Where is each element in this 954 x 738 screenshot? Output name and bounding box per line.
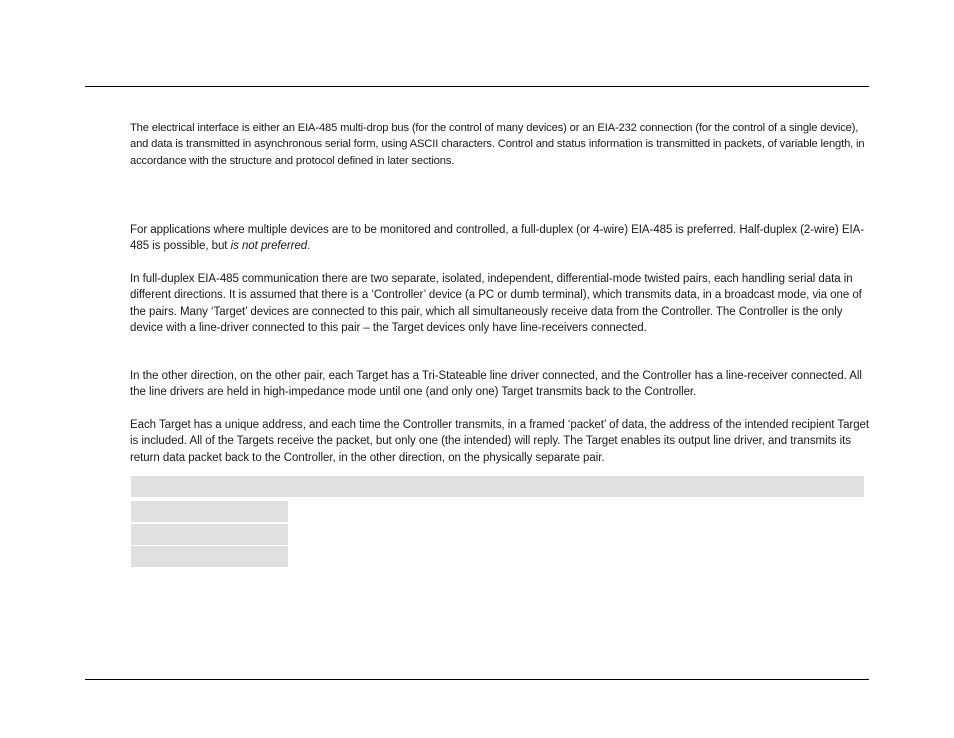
applications-text: For applications where multiple devices are to be monitored and controlled, a full-duplex (or 4-wire) EIA-485 is preferred. Half-duplex (2-wire) EIA-485 is possible, but xyxy=(130,224,864,253)
footer-rule xyxy=(85,679,869,680)
table-header-row xyxy=(131,476,864,497)
header-rule xyxy=(85,86,869,87)
paragraph-target-address: Each Target has a unique address, and each time the Controller transmits, in a framed ‘packet’ of data, the address of the intended recipient Target is included. All of the Targets receive the packet, but only one (the intended) will reply. The Target enables its output line driver, and transmits its return data packet back to the Controller, in the other direction, on the physically separate pair. xyxy=(130,419,870,464)
applications-end: . xyxy=(307,240,311,253)
paragraph-electrical-interface: The electrical interface is either an EIA-485 multi-drop bus (for the control of many devices) or an EIA-232 connection (for the control of a single device), and data is transmitted in asynchronous serial form, using ASCII characters. Control and status information is transmitted in packets, of variable length, in accordance with the structure and protocol defined in later sections. xyxy=(130,122,865,167)
paragraph-other-direction: In the other direction, on the other pair, each Target has a Tri-Stateable line driver connected, and the Controller has a line-receiver connected. All the line drivers are held in high-impedance mode until one (and only one) Target transmits back to the Controller. xyxy=(130,370,862,399)
table-row-label-cell xyxy=(131,524,288,545)
paragraph-applications xyxy=(130,222,870,255)
applications-emphasis: is not preferred xyxy=(230,240,308,253)
table-row-label-cell xyxy=(131,546,288,567)
table-row-label-cell xyxy=(131,501,288,522)
paragraph-full-duplex: In full-duplex EIA-485 communication there are two separate, isolated, independent, differential-mode twisted pairs, each handling serial data in different directions. It is assumed that there is a ‘Controller’ device (a PC or dumb terminal), which transmits data, in a broadcast mode, via one of the pairs. Many ‘Target’ devices are connected to this pair, which all simultaneously receive data from the Controller. The Controller is the only device with a line-driver connected to this pair – the Target devices only have line-receivers connected. xyxy=(130,273,862,334)
